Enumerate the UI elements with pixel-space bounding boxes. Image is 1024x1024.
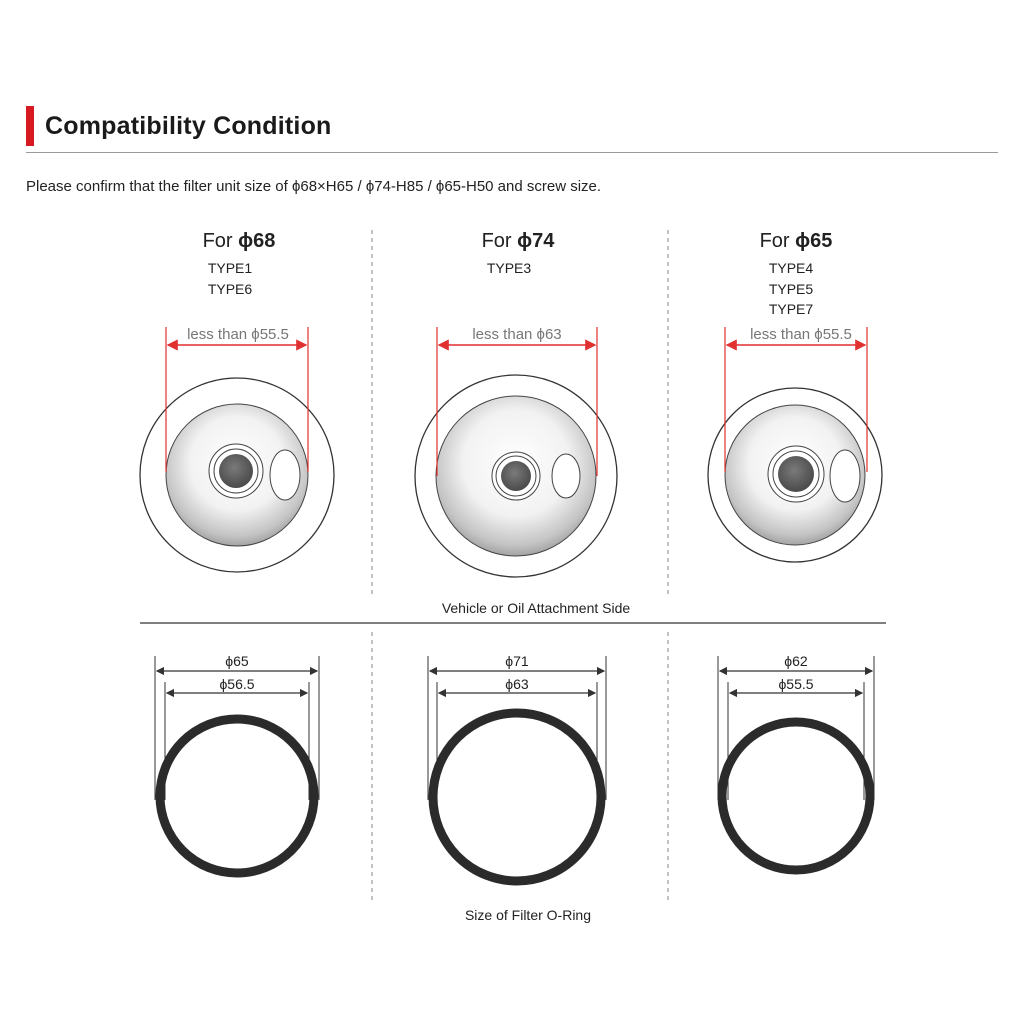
type-label: TYPE1	[207, 260, 253, 276]
type-label: TYPE6	[207, 281, 253, 297]
column-heading: For ϕ74	[481, 230, 555, 252]
type-label: TYPE5	[768, 281, 814, 297]
o-ring	[160, 719, 314, 873]
intro-text: Please confirm that the filter unit size of ϕ68×H65 / ϕ74-H85 / ϕ65-H50 and screw size.	[26, 178, 602, 195]
oring-inner-label: ϕ56.5	[219, 676, 255, 692]
limit-label: less than ϕ55.5	[187, 326, 289, 343]
oring-outer-label: ϕ65	[225, 653, 249, 669]
filter-face	[415, 375, 617, 577]
type-label: TYPE7	[768, 301, 814, 317]
top-caption: Vehicle or Oil Attachment Side	[441, 600, 631, 616]
oring-inner-label: ϕ63	[505, 676, 529, 692]
type-label: TYPE4	[768, 260, 814, 276]
bottom-caption: Size of Filter O-Ring	[464, 907, 592, 923]
oring-outer-label: ϕ71	[505, 653, 529, 669]
filter-face	[708, 388, 882, 562]
o-ring	[722, 722, 870, 870]
filter-face	[140, 378, 334, 572]
oring-outer-label: ϕ62	[784, 653, 808, 669]
limit-label: less than ϕ55.5	[750, 326, 852, 343]
column-heading: For ϕ65	[759, 230, 833, 252]
o-ring	[433, 713, 601, 881]
column-heading: For ϕ68	[202, 230, 276, 252]
page-title: Compatibility Condition	[45, 112, 332, 140]
limit-label: less than ϕ63	[472, 326, 562, 343]
type-label: TYPE3	[486, 260, 532, 276]
oring-inner-label: ϕ55.5	[778, 676, 814, 692]
